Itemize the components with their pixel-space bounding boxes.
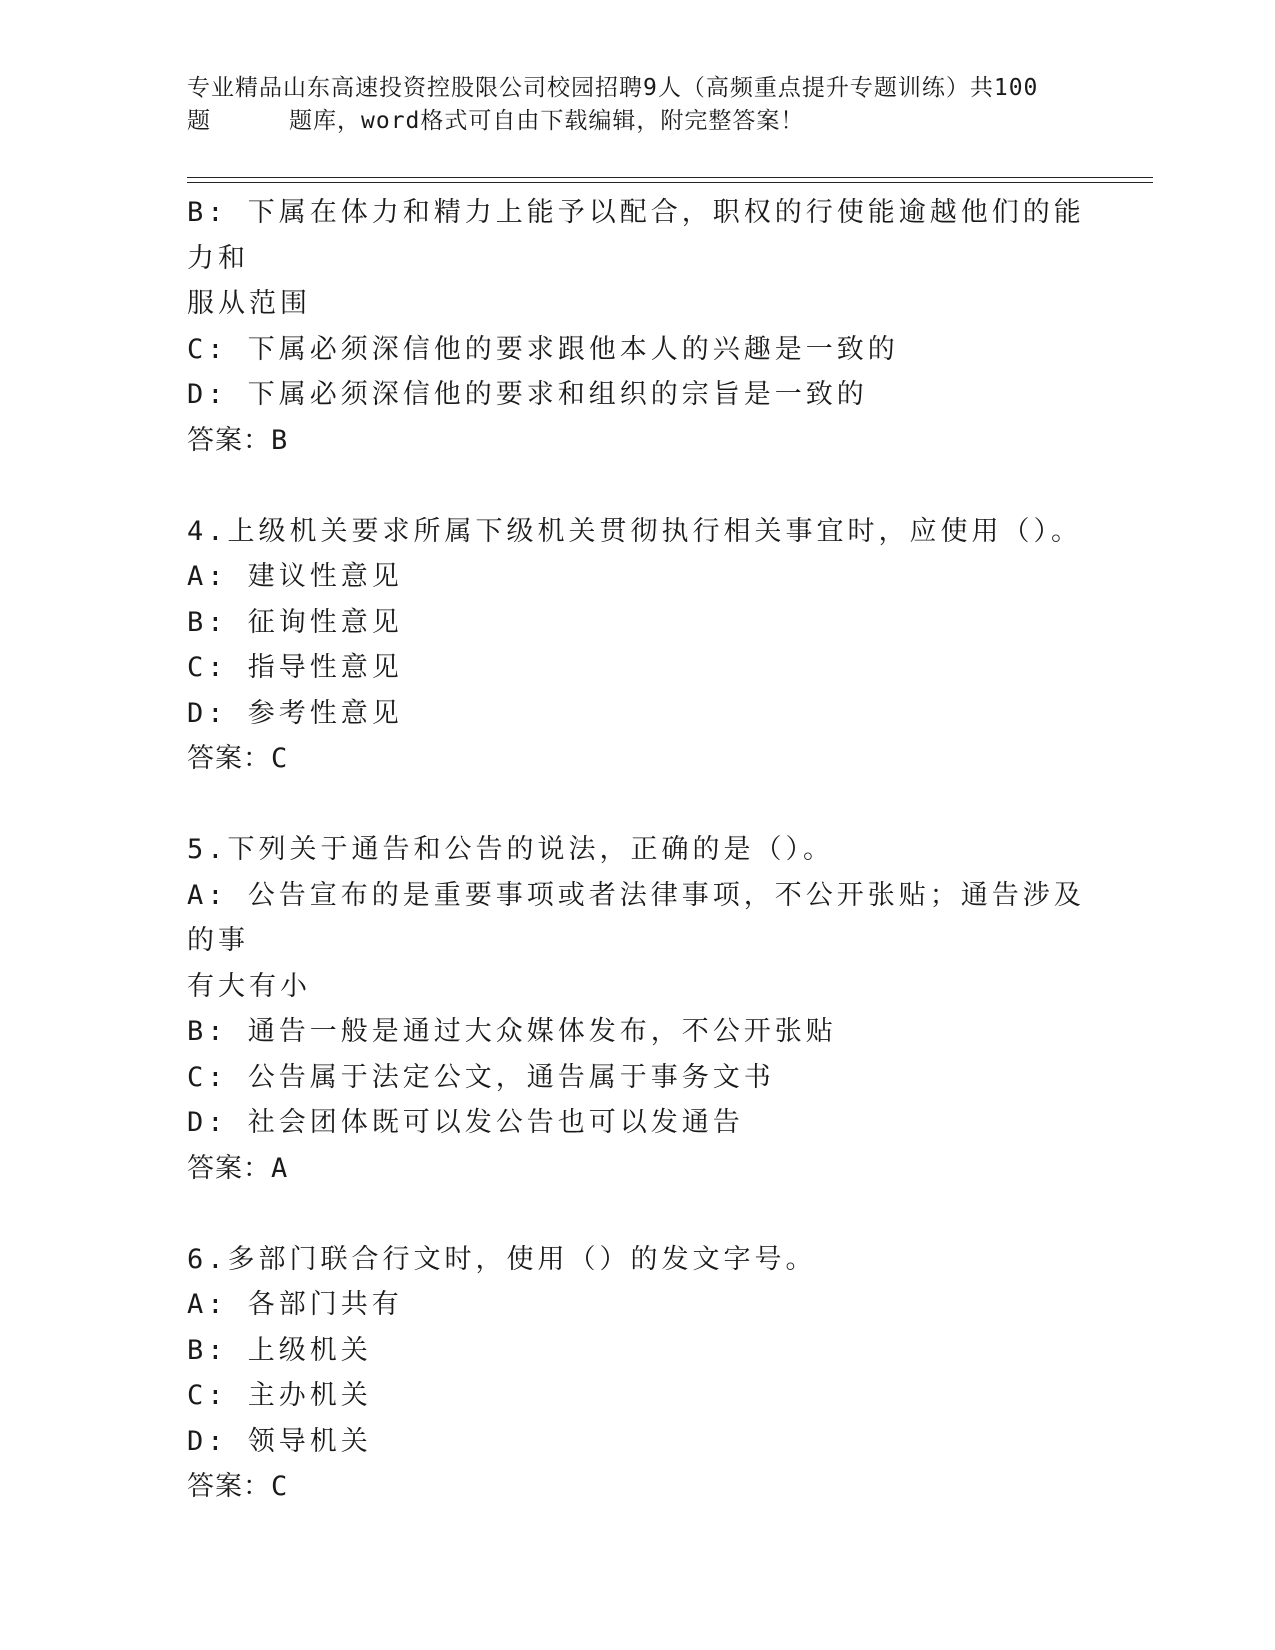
question-stem: 6.多部门联合行文时，使用（）的发文字号。 xyxy=(187,1243,817,1275)
option-line: A: 公告宣布的是重要事项或者法律事项，不公开张贴；通告涉及的事 xyxy=(187,879,1085,956)
option-line: B: 征询性意见 xyxy=(187,606,403,638)
option-line: C: 指导性意见 xyxy=(187,652,403,683)
header-line-1: 专业精品山东高速投资控股限公司校园招聘9人（高频重点提升专题训练）共100 xyxy=(187,75,1039,101)
option-line: C: 公告属于法定公文，通告属于事务文书 xyxy=(187,1061,775,1093)
answer-line: 答案：C xyxy=(187,1471,289,1502)
option-line: 服从范围 xyxy=(187,288,311,319)
option-line: B: 上级机关 xyxy=(187,1334,372,1366)
option-line: D: 领导机关 xyxy=(187,1425,372,1457)
option-line: C: 主办机关 xyxy=(187,1380,372,1411)
option-line: D: 参考性意见 xyxy=(187,697,403,729)
option-line: 有大有小 xyxy=(187,970,311,1002)
option-line: D: 社会团体既可以发公告也可以发通告 xyxy=(187,1107,744,1138)
question-block-5 xyxy=(187,827,1087,1191)
option-line: B: 通告一般是通过大众媒体发布，不公开张贴 xyxy=(187,1016,837,1047)
header-line-2-start: 题 xyxy=(187,108,211,134)
question-stem: 4.上级机关要求所属下级机关贯彻执行相关事宜时，应使用（）。 xyxy=(187,515,1083,547)
header-divider-top xyxy=(187,177,1153,178)
question-block-6 xyxy=(187,1237,1087,1510)
answer-line: 答案：C xyxy=(187,743,289,774)
header-divider-bottom xyxy=(187,182,1153,183)
answer-line: 答案：A xyxy=(187,1152,289,1184)
document-header xyxy=(187,72,1087,138)
question-stem: 5.下列关于通告和公告的说法，正确的是（）。 xyxy=(187,834,835,865)
option-line: A: 建议性意见 xyxy=(187,561,403,592)
option-line: B: 下属在体力和精力上能予以配合，职权的行使能逾越他们的能力和 xyxy=(187,197,1085,274)
answer-line: 答案：B xyxy=(187,424,289,456)
option-line: D: 下属必须深信他的要求和组织的宗旨是一致的 xyxy=(187,379,868,410)
option-line: C: 下属必须深信他的要求跟他本人的兴趣是一致的 xyxy=(187,333,899,365)
question-block-4 xyxy=(187,509,1087,782)
option-line: A: 各部门共有 xyxy=(187,1289,403,1320)
header-line-2 xyxy=(187,105,1087,138)
header-line-2-end: 题库，word格式可自由下载编辑，附完整答案！ xyxy=(289,108,805,134)
question-content xyxy=(187,190,1087,1510)
question-block-3 xyxy=(187,190,1087,463)
